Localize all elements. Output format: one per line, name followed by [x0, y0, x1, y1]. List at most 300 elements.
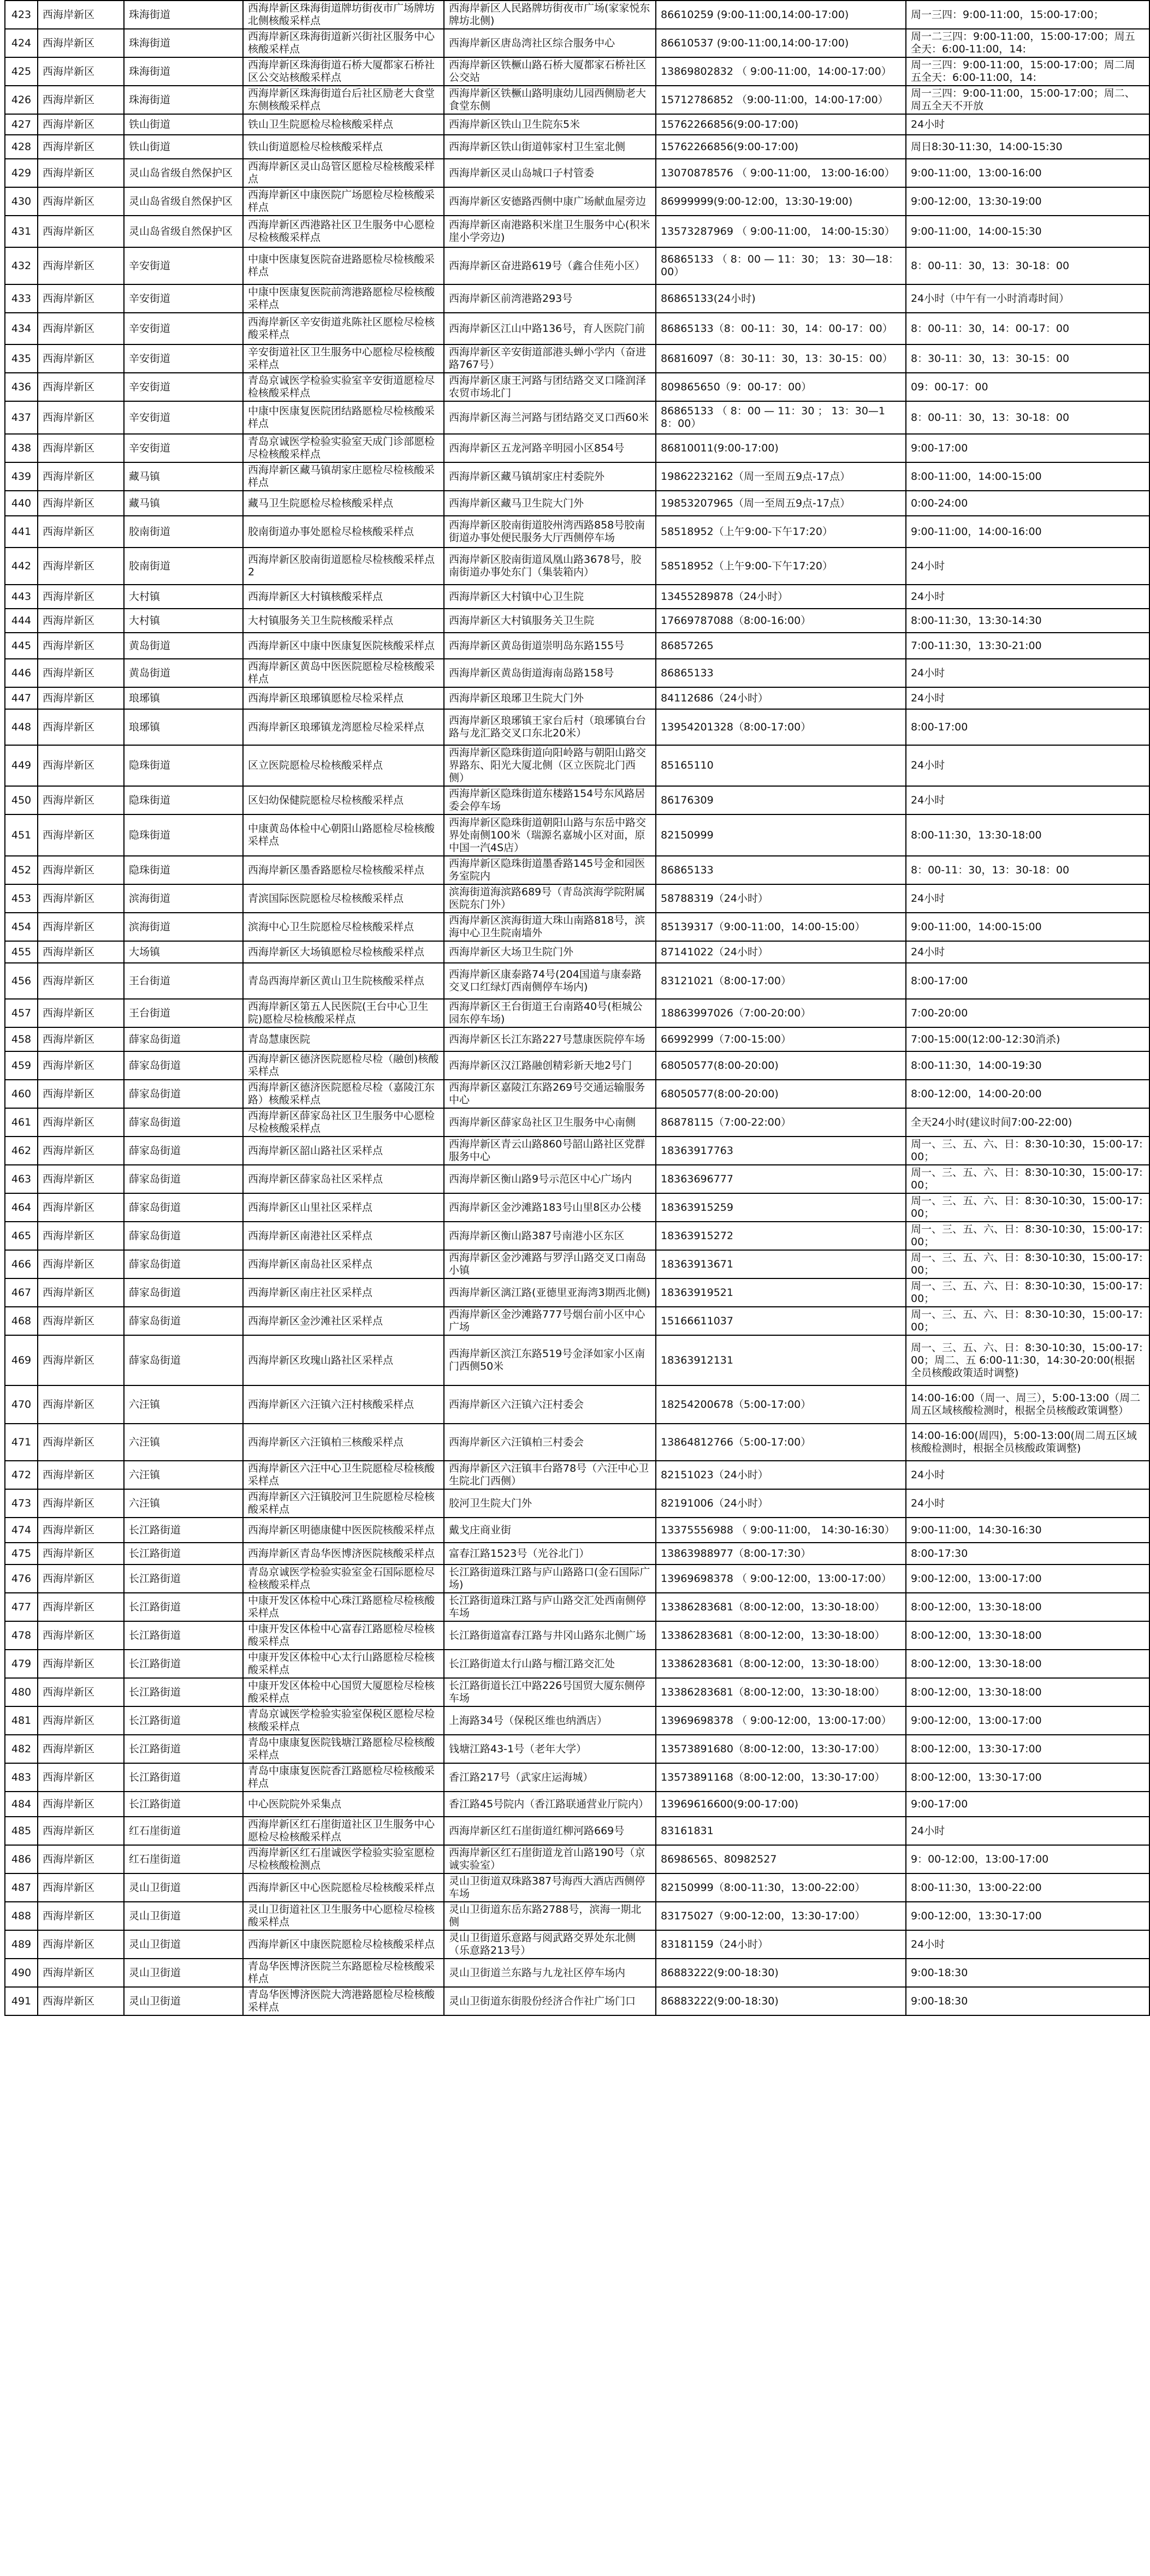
table-row — [5, 1137, 1149, 1165]
district-cell: 西海岸新区 — [38, 1650, 124, 1678]
open-hours-cell: 8：30-11：30，13：30-15：00 — [906, 344, 1149, 373]
district-cell: 西海岸新区 — [38, 1593, 124, 1621]
row-number-cell: 478 — [5, 1621, 38, 1650]
phone-hours-cell: 82150999 — [656, 814, 906, 856]
site-name-cell: 胶南街道办事处愿检尽检核酸采样点 — [243, 516, 444, 548]
address-cell: 西海岸新区红石崖街道龙首山路190号（京诚实验室） — [444, 1845, 656, 1873]
address-cell: 西海岸新区琅琊镇王家台后村（琅琊镇台台路与龙汇路交叉口东北20米） — [444, 709, 656, 745]
table-row — [5, 434, 1149, 462]
street-cell: 藏马镇 — [124, 491, 243, 516]
district-cell: 西海岸新区 — [38, 516, 124, 548]
phone-hours-cell: 18363917763 — [656, 1137, 906, 1165]
row-number-cell: 453 — [5, 884, 38, 913]
table-row — [5, 1706, 1149, 1735]
phone-hours-cell: 15712786852 （9:00-11:00，14:00-17:00） — [656, 86, 906, 114]
address-cell: 西海岸新区六汪镇六汪村委会 — [444, 1385, 656, 1424]
table-row — [5, 313, 1149, 344]
row-number-cell: 475 — [5, 1543, 38, 1564]
open-hours-cell: 周一三四：9:00-11:00，15:00-17:00；周二、周五全天不开放 — [906, 86, 1149, 114]
district-cell: 西海岸新区 — [38, 284, 124, 313]
open-hours-cell: 0:00-24:00 — [906, 491, 1149, 516]
district-cell: 西海岸新区 — [38, 86, 124, 114]
site-name-cell: 藏马卫生院愿检尽检核酸采样点 — [243, 491, 444, 516]
site-name-cell: 西海岸新区德济医院愿检尽检（嘉陵江东路）核酸采样点 — [243, 1080, 444, 1108]
site-name-cell: 中康开发区体检中心富春江路愿检尽检核酸采样点 — [243, 1621, 444, 1650]
open-hours-cell: 24小时 — [906, 941, 1149, 963]
site-name-cell: 中康中医康复医院奋进路愿检尽检核酸采样点 — [243, 247, 444, 284]
district-cell: 西海岸新区 — [38, 1165, 124, 1193]
row-number-cell: 451 — [5, 814, 38, 856]
phone-hours-cell: 82191006（24小时） — [656, 1489, 906, 1518]
open-hours-cell: 周一三四：9:00-11:00，15:00-17:00； — [906, 1, 1149, 29]
site-name-cell: 青岛京诚医学检验实验室辛安街道愿检尽检核酸采样点 — [243, 373, 444, 401]
district-cell: 西海岸新区 — [38, 401, 124, 434]
address-cell: 西海岸新区前湾港路293号 — [444, 284, 656, 313]
street-cell: 薛家岛街道 — [124, 1108, 243, 1137]
row-number-cell: 477 — [5, 1593, 38, 1621]
table-row — [5, 963, 1149, 999]
site-name-cell: 西海岸新区玫瑰山路社区采样点 — [243, 1335, 444, 1385]
district-cell: 西海岸新区 — [38, 187, 124, 216]
street-cell: 六汪镇 — [124, 1385, 243, 1424]
open-hours-cell: 8：00-11：30，13：30-18：00 — [906, 247, 1149, 284]
street-cell: 六汪镇 — [124, 1424, 243, 1461]
table-row — [5, 216, 1149, 247]
phone-hours-cell: 87141022（24小时） — [656, 941, 906, 963]
row-number-cell: 454 — [5, 913, 38, 941]
address-cell: 西海岸新区胶南街道胶州湾西路858号胶南街道办事处便民服务大厅西侧停车场 — [444, 516, 656, 548]
site-name-cell: 西海岸新区六汪中心卫生院愿检尽检核酸采样点 — [243, 1461, 444, 1489]
district-cell: 西海岸新区 — [38, 491, 124, 516]
address-cell: 西海岸新区江山中路136号，育人医院门前 — [444, 313, 656, 344]
table-row — [5, 1489, 1149, 1518]
site-name-cell: 西海岸新区六汪镇胶河卫生院愿检尽检核酸采样点 — [243, 1489, 444, 1518]
site-name-cell: 西海岸新区韶山路社区采样点 — [243, 1137, 444, 1165]
street-cell: 灵山卫街道 — [124, 1902, 243, 1930]
row-number-cell: 491 — [5, 1987, 38, 2015]
site-name-cell: 西海岸新区金沙滩社区采样点 — [243, 1307, 444, 1335]
district-cell: 西海岸新区 — [38, 135, 124, 159]
site-name-cell: 区立医院愿检尽检核酸采样点 — [243, 745, 444, 786]
address-cell: 香江路217号（武家庄运海城） — [444, 1763, 656, 1792]
street-cell: 王台街道 — [124, 999, 243, 1027]
open-hours-cell: 24小时 — [906, 659, 1149, 687]
row-number-cell: 479 — [5, 1650, 38, 1678]
phone-hours-cell: 68050577(8:00-20:00) — [656, 1051, 906, 1080]
table-row — [5, 284, 1149, 313]
table-row — [5, 585, 1149, 609]
site-name-cell: 辛安街道社区卫生服务中心愿检尽检核酸采样点 — [243, 344, 444, 373]
row-number-cell: 435 — [5, 344, 38, 373]
row-number-cell: 465 — [5, 1222, 38, 1250]
phone-hours-cell: 83181159（24小时） — [656, 1930, 906, 1959]
phone-hours-cell: 13375556988 （ 9:00-11:00， 14:30-16:30） — [656, 1518, 906, 1543]
row-number-cell: 489 — [5, 1930, 38, 1959]
row-number-cell: 470 — [5, 1385, 38, 1424]
street-cell: 长江路街道 — [124, 1564, 243, 1593]
site-name-cell: 青岛慧康医院 — [243, 1027, 444, 1051]
open-hours-cell: 14:00-16:00(周四)，5:00-13:00(周二周五区域核酸检测时，根据全员核酸政策调整) — [906, 1424, 1149, 1461]
street-cell: 薛家岛街道 — [124, 1222, 243, 1250]
district-cell: 西海岸新区 — [38, 687, 124, 709]
district-cell: 西海岸新区 — [38, 745, 124, 786]
table-row — [5, 1307, 1149, 1335]
district-cell: 西海岸新区 — [38, 1792, 124, 1817]
phone-hours-cell: 13386283681（8:00-12:00，13:30-18:00） — [656, 1678, 906, 1706]
table-row — [5, 1959, 1149, 1987]
site-name-cell: 西海岸新区南岛社区采样点 — [243, 1250, 444, 1278]
table-row — [5, 462, 1149, 491]
phone-hours-cell: 13573891680（8:00-12:00，13:30-17:00） — [656, 1735, 906, 1763]
address-cell: 长江路街道珠江路与庐山路交汇处西南侧停车场 — [444, 1593, 656, 1621]
street-cell: 隐珠街道 — [124, 814, 243, 856]
row-number-cell: 466 — [5, 1250, 38, 1278]
street-cell: 长江路街道 — [124, 1735, 243, 1763]
table-row — [5, 516, 1149, 548]
open-hours-cell: 24小时 — [906, 786, 1149, 814]
site-name-cell: 西海岸新区山里社区采样点 — [243, 1193, 444, 1222]
table-row — [5, 135, 1149, 159]
row-number-cell: 484 — [5, 1792, 38, 1817]
row-number-cell: 431 — [5, 216, 38, 247]
address-cell: 西海岸新区琅琊卫生院大门外 — [444, 687, 656, 709]
address-cell: 长江路街道长江中路226号国贸大厦东侧停车场 — [444, 1678, 656, 1706]
phone-hours-cell: 15166611037 — [656, 1307, 906, 1335]
phone-hours-cell: 18254200678（5:00-17:00） — [656, 1385, 906, 1424]
site-name-cell: 西海岸新区南港社区采样点 — [243, 1222, 444, 1250]
street-cell: 隐珠街道 — [124, 786, 243, 814]
site-name-cell: 西海岸新区珠海街道新兴街社区服务中心核酸采样点 — [243, 29, 444, 57]
open-hours-cell: 8：00-11：30，14：00-17：00 — [906, 313, 1149, 344]
site-name-cell: 中康中医康复医院团结路愿检尽检核酸采样点 — [243, 401, 444, 434]
street-cell: 长江路街道 — [124, 1593, 243, 1621]
district-cell: 西海岸新区 — [38, 1489, 124, 1518]
row-number-cell: 440 — [5, 491, 38, 516]
row-number-cell: 483 — [5, 1763, 38, 1792]
district-cell: 西海岸新区 — [38, 1959, 124, 1987]
row-number-cell: 448 — [5, 709, 38, 745]
phone-hours-cell: 13386283681（8:00-12:00，13:30-18:00） — [656, 1593, 906, 1621]
address-cell: 西海岸新区奋进路619号（鑫合佳苑小区） — [444, 247, 656, 284]
address-cell: 西海岸新区红石崖街道红柳河路669号 — [444, 1817, 656, 1845]
address-cell: 西海岸新区铁橛山路明康幼儿园西侧励老大食堂东侧 — [444, 86, 656, 114]
phone-hours-cell: 86610259 (9:00-11:00,14:00-17:00) — [656, 1, 906, 29]
street-cell: 薛家岛街道 — [124, 1165, 243, 1193]
table-row — [5, 491, 1149, 516]
district-cell: 西海岸新区 — [38, 247, 124, 284]
row-number-cell: 460 — [5, 1080, 38, 1108]
table-row — [5, 1845, 1149, 1873]
row-number-cell: 438 — [5, 434, 38, 462]
phone-hours-cell: 58518952（上午9:00-下午17:20） — [656, 516, 906, 548]
row-number-cell: 462 — [5, 1137, 38, 1165]
street-cell: 胶南街道 — [124, 548, 243, 585]
phone-hours-cell: 68050577(8:00-20:00) — [656, 1080, 906, 1108]
table-row — [5, 941, 1149, 963]
address-cell: 西海岸新区胶南街道凤凰山路3678号，胶南街道办事处东门（集装箱内） — [444, 548, 656, 585]
district-cell: 西海岸新区 — [38, 1902, 124, 1930]
site-name-cell: 西海岸新区西港路社区卫生服务中心愿检尽检核酸采样点 — [243, 216, 444, 247]
row-number-cell: 472 — [5, 1461, 38, 1489]
row-number-cell: 464 — [5, 1193, 38, 1222]
table-row — [5, 1051, 1149, 1080]
site-name-cell: 铁山卫生院愿检尽检核酸采样点 — [243, 114, 444, 135]
phone-hours-cell: 18363913671 — [656, 1250, 906, 1278]
street-cell: 铁山街道 — [124, 135, 243, 159]
table-row — [5, 745, 1149, 786]
table-row — [5, 247, 1149, 284]
site-name-cell: 青岛京诚医学检验实验室天成门诊部愿检尽检核酸采样点 — [243, 434, 444, 462]
open-hours-cell: 8:00-11:30，13:00-22:00 — [906, 1873, 1149, 1902]
site-name-cell: 西海岸新区胶南街道愿检尽检核酸采样点2 — [243, 548, 444, 585]
district-cell: 西海岸新区 — [38, 1250, 124, 1278]
table-row — [5, 1817, 1149, 1845]
row-number-cell: 427 — [5, 114, 38, 135]
address-cell: 灵山卫街道东岳东路2788号，滨海一期北侧 — [444, 1902, 656, 1930]
street-cell: 长江路街道 — [124, 1621, 243, 1650]
row-number-cell: 444 — [5, 609, 38, 633]
district-cell: 西海岸新区 — [38, 344, 124, 373]
phone-hours-cell: 58788319（24小时） — [656, 884, 906, 913]
site-name-cell: 西海岸新区中康医院愿检尽检核酸采样点 — [243, 1930, 444, 1959]
open-hours-cell: 周一、三、五、六、日：8:30-10:30，15:00-17:00； — [906, 1250, 1149, 1278]
open-hours-cell: 24小时（中午有一小时消毒时间） — [906, 284, 1149, 313]
street-cell: 黄岛街道 — [124, 633, 243, 659]
district-cell: 西海岸新区 — [38, 159, 124, 187]
district-cell: 西海岸新区 — [38, 313, 124, 344]
district-cell: 西海岸新区 — [38, 1678, 124, 1706]
address-cell: 西海岸新区安德路西侧中康广场献血屋旁边 — [444, 187, 656, 216]
open-hours-cell: 8：00-11：30，13：30-18：00 — [906, 856, 1149, 884]
row-number-cell: 450 — [5, 786, 38, 814]
district-cell: 西海岸新区 — [38, 1621, 124, 1650]
district-cell: 西海岸新区 — [38, 1278, 124, 1307]
site-name-cell: 区妇幼保健院愿检尽检核酸采样点 — [243, 786, 444, 814]
table-row — [5, 1278, 1149, 1307]
phone-hours-cell: 82150999（8:00-11:30，13:00-22:00） — [656, 1873, 906, 1902]
site-name-cell: 西海岸新区珠海街道牌坊街夜市广场牌坊北侧核酸采样点 — [243, 1, 444, 29]
row-number-cell: 439 — [5, 462, 38, 491]
table-row — [5, 884, 1149, 913]
address-cell: 西海岸新区汉江路融创精彩新天地2号门 — [444, 1051, 656, 1080]
open-hours-cell: 8:00-11:30，14:00-19:30 — [906, 1051, 1149, 1080]
table-row — [5, 1165, 1149, 1193]
table-row — [5, 1335, 1149, 1385]
site-name-cell: 灵山卫街道社区卫生服务中心愿检尽检核酸采样点 — [243, 1902, 444, 1930]
open-hours-cell: 9:00-17:00 — [906, 434, 1149, 462]
open-hours-cell: 9:00-12:00，13:00-17:00 — [906, 1706, 1149, 1735]
open-hours-cell: 24小时 — [906, 687, 1149, 709]
address-cell: 西海岸新区长江东路227号慧康医院停车场 — [444, 1027, 656, 1051]
site-name-cell: 中心医院院外采集点 — [243, 1792, 444, 1817]
open-hours-cell: 周日8:30-11:30，14:00-15:30 — [906, 135, 1149, 159]
table-row — [5, 659, 1149, 687]
row-number-cell: 480 — [5, 1678, 38, 1706]
open-hours-cell: 24小时 — [906, 1489, 1149, 1518]
table-row — [5, 1564, 1149, 1593]
district-cell: 西海岸新区 — [38, 1518, 124, 1543]
table-row — [5, 1385, 1149, 1424]
table-row — [5, 373, 1149, 401]
open-hours-cell: 周一、三、五、六、日：8:30-10:30，15:00-17:00； — [906, 1193, 1149, 1222]
district-cell: 西海岸新区 — [38, 913, 124, 941]
table-row — [5, 29, 1149, 57]
phone-hours-cell: 86883222(9:00-18:30) — [656, 1987, 906, 2015]
district-cell: 西海岸新区 — [38, 373, 124, 401]
address-cell: 西海岸新区辛安街道部港头蝉小学内（奋进路767号） — [444, 344, 656, 373]
open-hours-cell: 周一、三、五、六、日：8:30-10:30，15:00-17:00； — [906, 1278, 1149, 1307]
site-name-cell: 西海岸新区薛家岛社区采样点 — [243, 1165, 444, 1193]
street-cell: 珠海街道 — [124, 29, 243, 57]
phone-hours-cell: 66992999（7:00-15:00） — [656, 1027, 906, 1051]
site-name-cell: 中康黄岛体检中心朝阳山路愿检尽检核酸采样点 — [243, 814, 444, 856]
open-hours-cell: 9:00-11:00，14:00-15:00 — [906, 913, 1149, 941]
district-cell: 西海岸新区 — [38, 216, 124, 247]
open-hours-cell: 8:00-17:00 — [906, 963, 1149, 999]
site-name-cell: 西海岸新区琅琊镇龙湾愿检尽检采样点 — [243, 709, 444, 745]
district-cell: 西海岸新区 — [38, 114, 124, 135]
row-number-cell: 441 — [5, 516, 38, 548]
site-name-cell: 西海岸新区红石崖诚医学检验实验室愿检尽检核酸检测点 — [243, 1845, 444, 1873]
open-hours-cell: 8:00-12:00，13:30-17:00 — [906, 1763, 1149, 1792]
table-row — [5, 1735, 1149, 1763]
site-name-cell: 青岛华医博济医院兰东路愿检尽检核酸采样点 — [243, 1959, 444, 1987]
row-number-cell: 487 — [5, 1873, 38, 1902]
row-number-cell: 443 — [5, 585, 38, 609]
table-row — [5, 1763, 1149, 1792]
phone-hours-cell: 13573891168（8:00-12:00，13:30-17:00） — [656, 1763, 906, 1792]
row-number-cell: 456 — [5, 963, 38, 999]
address-cell: 西海岸新区藏马镇胡家庄村委院外 — [444, 462, 656, 491]
open-hours-cell: 9:00-11:00，14:00-16:00 — [906, 516, 1149, 548]
table-row — [5, 609, 1149, 633]
street-cell: 灵山卫街道 — [124, 1959, 243, 1987]
phone-hours-cell: 13455289878（24小时） — [656, 585, 906, 609]
address-cell: 富春江路1523号（光谷北门） — [444, 1543, 656, 1564]
row-number-cell: 471 — [5, 1424, 38, 1461]
district-cell: 西海岸新区 — [38, 1137, 124, 1165]
phone-hours-cell: 15762266856(9:00-17:00) — [656, 114, 906, 135]
phone-hours-cell: 13070878576 （ 9:00-11:00， 13:00-16:00） — [656, 159, 906, 187]
site-name-cell: 青岛京诚医学检验实验室金石国际愿检尽检核酸采样点 — [243, 1564, 444, 1593]
phone-hours-cell: 86883222(9:00-18:30) — [656, 1959, 906, 1987]
open-hours-cell: 24小时 — [906, 1461, 1149, 1489]
district-cell: 西海岸新区 — [38, 856, 124, 884]
site-name-cell: 西海岸新区第五人民医院(王台中心卫生院)愿检尽检核酸采样点 — [243, 999, 444, 1027]
table-body — [5, 1, 1149, 2015]
district-cell: 西海岸新区 — [38, 963, 124, 999]
address-cell: 香江路45号院内（香江路联通营业厅院内） — [444, 1792, 656, 1817]
phone-hours-cell: 86865133 — [656, 659, 906, 687]
district-cell: 西海岸新区 — [38, 1873, 124, 1902]
table-row — [5, 1792, 1149, 1817]
table-row — [5, 1678, 1149, 1706]
address-cell: 西海岸新区薛家岛社区卫生服务中心南侧 — [444, 1108, 656, 1137]
open-hours-cell: 8:00-11:00，14:00-15:00 — [906, 462, 1149, 491]
street-cell: 灵山岛省级自然保护区 — [124, 159, 243, 187]
district-cell: 西海岸新区 — [38, 1706, 124, 1735]
phone-hours-cell: 83175027（9:00-12:00，13:30-17:00） — [656, 1902, 906, 1930]
row-number-cell: 474 — [5, 1518, 38, 1543]
site-name-cell: 西海岸新区辛安街道兆陈社区愿检尽检核酸采样点 — [243, 313, 444, 344]
street-cell: 薛家岛街道 — [124, 1278, 243, 1307]
row-number-cell: 436 — [5, 373, 38, 401]
address-cell: 长江路街道太行山路与榴江路交汇处 — [444, 1650, 656, 1678]
district-cell: 西海岸新区 — [38, 1, 124, 29]
district-cell: 西海岸新区 — [38, 1735, 124, 1763]
street-cell: 长江路街道 — [124, 1650, 243, 1678]
row-number-cell: 473 — [5, 1489, 38, 1518]
phone-hours-cell: 13969616600(9:00-17:00) — [656, 1792, 906, 1817]
open-hours-cell: 7:00-20:00 — [906, 999, 1149, 1027]
site-name-cell: 青岛中康康复医院钱塘江路愿检尽检核酸采样点 — [243, 1735, 444, 1763]
district-cell: 西海岸新区 — [38, 1108, 124, 1137]
table-row — [5, 786, 1149, 814]
address-cell: 滨海街道海滨路689号（青岛滨海学院附属医院东门外） — [444, 884, 656, 913]
phone-hours-cell: 82151023（24小时） — [656, 1461, 906, 1489]
table-row — [5, 1027, 1149, 1051]
site-name-cell: 西海岸新区明德康健中医医院核酸采样点 — [243, 1518, 444, 1543]
phone-hours-cell: 13863988977（8:00-17:30） — [656, 1543, 906, 1564]
site-name-cell: 青岛华医博济医院大湾港路愿检尽检核酸采样点 — [243, 1987, 444, 2015]
phone-hours-cell: 58518952（上午9:00-下午17:20） — [656, 548, 906, 585]
sampling-sites-table — [4, 0, 1150, 2016]
phone-hours-cell: 86865133 （ 8：00 — 11：30； 13：30—18：00） — [656, 247, 906, 284]
row-number-cell: 445 — [5, 633, 38, 659]
district-cell: 西海岸新区 — [38, 1424, 124, 1461]
site-name-cell: 铁山街道愿检尽检核酸采样点 — [243, 135, 444, 159]
phone-hours-cell: 84112686（24小时） — [656, 687, 906, 709]
site-name-cell: 西海岸新区大场镇愿检尽检核酸采样点 — [243, 941, 444, 963]
address-cell: 西海岸新区藏马卫生院大门外 — [444, 491, 656, 516]
address-cell: 西海岸新区大场卫生院门外 — [444, 941, 656, 963]
street-cell: 辛安街道 — [124, 401, 243, 434]
table-row — [5, 1650, 1149, 1678]
open-hours-cell: 周一、三、五、六、日：8:30-10:30，15:00-17:00； — [906, 1222, 1149, 1250]
row-number-cell: 434 — [5, 313, 38, 344]
address-cell: 西海岸新区大村镇中心卫生院 — [444, 585, 656, 609]
address-cell: 西海岸新区青云山路860号韶山路社区党群服务中心 — [444, 1137, 656, 1165]
address-cell: 西海岸新区人民路牌坊街夜市广场(家家悦东牌坊北侧) — [444, 1, 656, 29]
address-cell: 灵山卫街道乐意路与阅武路交界处东北侧（乐意路213号） — [444, 1930, 656, 1959]
district-cell: 西海岸新区 — [38, 1564, 124, 1593]
row-number-cell: 459 — [5, 1051, 38, 1080]
table-row — [5, 1, 1149, 29]
street-cell: 六汪镇 — [124, 1489, 243, 1518]
site-name-cell: 西海岸新区南庄社区采样点 — [243, 1278, 444, 1307]
district-cell: 西海岸新区 — [38, 941, 124, 963]
site-name-cell: 青滨国际医院愿检尽检核酸采样点 — [243, 884, 444, 913]
site-name-cell: 西海岸新区薛家岛社区卫生服务中心愿检尽检核酸采样点 — [243, 1108, 444, 1137]
phone-hours-cell: 86865133（8：00-11：30，14：00-17：00） — [656, 313, 906, 344]
district-cell: 西海岸新区 — [38, 585, 124, 609]
open-hours-cell: 8:00-12:00，13:30-18:00 — [906, 1593, 1149, 1621]
table-row — [5, 709, 1149, 745]
open-hours-cell: 8:00-12:00，13:30-18:00 — [906, 1621, 1149, 1650]
open-hours-cell: 8:00-17:00 — [906, 709, 1149, 745]
open-hours-cell: 9:00-11:00，13:00-16:00 — [906, 159, 1149, 187]
row-number-cell: 426 — [5, 86, 38, 114]
open-hours-cell: 9:00-12:00，13:00-17:00 — [906, 1564, 1149, 1593]
street-cell: 辛安街道 — [124, 434, 243, 462]
row-number-cell: 423 — [5, 1, 38, 29]
phone-hours-cell: 19853207965（周一至周五9点-17点） — [656, 491, 906, 516]
table-row — [5, 187, 1149, 216]
table-row — [5, 913, 1149, 941]
address-cell: 西海岸新区海兰河路与团结路交叉口西60米 — [444, 401, 656, 434]
open-hours-cell: 8:00-11:30，13:30-18:00 — [906, 814, 1149, 856]
district-cell: 西海岸新区 — [38, 1930, 124, 1959]
